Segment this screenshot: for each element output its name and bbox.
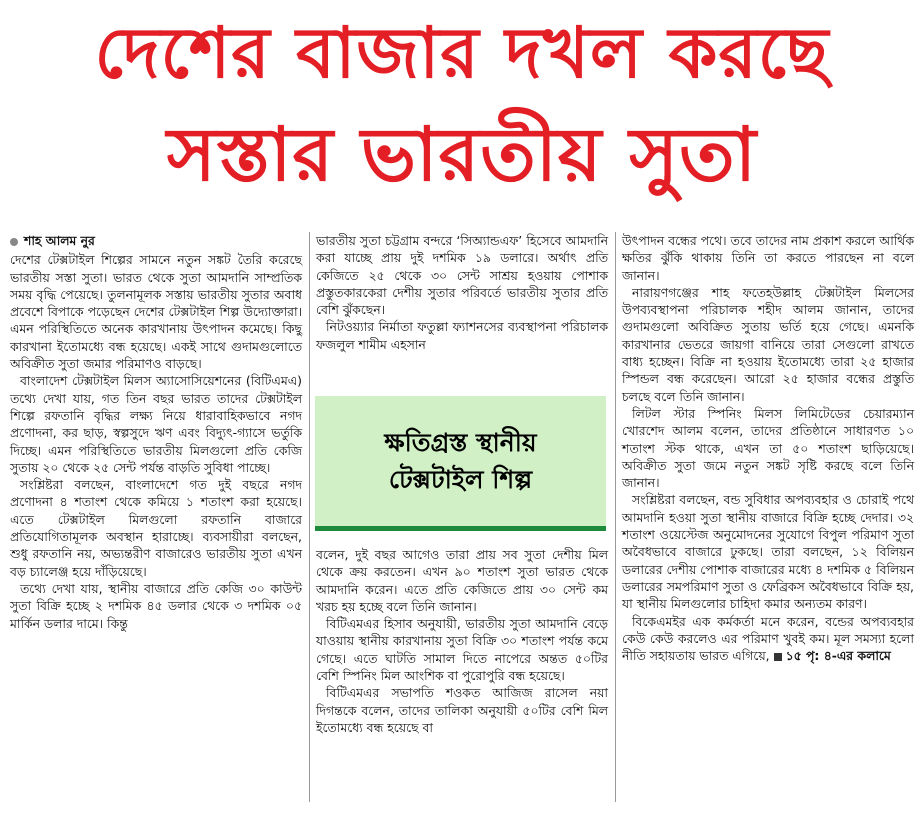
paragraph: দেশের টেক্সটাইল শিল্পের সামনে নতুন সঙ্কট তৈরি করেছে ভারতীয় সস্তা সুতা। ভারত থেকে সুতা আমদানি সাম্প্রতিক সময় বৃদ্ধি পেয়েছে। তুলনামূলক সস্তায় ভারতীয় সুতার অবাধ প্রবেশে বিপাকে পড়েছেন দেশের টেক্সটাইল শিল্প উদ্যোক্তারা। এমন পরিস্থিতিতে অনেক কারখানায় উৎপাদন কমেছে। কিছু কারখানা ইতোমধ্যে বন্ধ হয়েছে। একই সাথে গুদামগুলোতে অবিক্রীত সুতা জমার পরিমাণও বাড়ছে। xyxy=(10,252,302,372)
article-column-1 xyxy=(10,232,302,632)
paragraph: বিটিএমএর সভাপতি শওকত আজিজ রাসেল নয়া দিগন্তকে বলেন, তাদের তালিকা অনুযায়ী ৫০টির বেশি মিল ইতোমধ্যে বন্ধ হয়েছে বা xyxy=(316,685,608,735)
byline xyxy=(10,232,302,249)
continuation-link[interactable]: ১৫ পৃ: ৪-এর কলামে xyxy=(785,648,891,664)
paragraph: বিটিএমএর হিসাব অনুযায়ী, ভারতীয় সুতা আমদানি বেড়ে যাওয়ায় স্থানীয় কারখানায় সুতা বিক্রি ৩০ শতাংশ পর্যন্ত কমে গেছে। এতে ঘাটতি সামাল দিতে নাপেরে অন্তত ৫০টির বেশি স্পিনিং মিল আংশিক বা পুরোপুরি বন্ধ হয়েছে। xyxy=(316,616,608,684)
inset-subheadline-box xyxy=(315,396,606,531)
paragraph: ভারতীয় সুতা চট্টগ্রাম বন্দরে ‘সিঅ্যান্ডএফ’ হিসেবে আমদানি করা যাচ্ছে প্রায় দুই দশমিক ১৯ ডলারে। অর্থাৎ প্রতি কেজিতে ২৫ থেকে ৩০ সেন্ট সাশ্রয় হওয়ায় পোশাক প্রস্তুতকারকেরা দেশীয় সুতার পরিবর্তে ভারতীয় সুতার প্রতি বেশি ঝুঁকছেন। xyxy=(316,233,608,318)
article-column-2-bottom xyxy=(316,546,608,736)
paragraph: নিটওয়্যার নির্মাতা ফতুল্লা ফ্যাশনসের ব্যবস্থাপনা পরিচালক ফজলুল শামীম এহসান xyxy=(316,319,608,352)
article-column-2-top xyxy=(316,232,608,353)
article-column-3 xyxy=(622,232,914,664)
column-divider xyxy=(615,232,616,802)
paragraph: তথ্যে দেখা যায়, স্থানীয় বাজারে প্রতি কেজি ৩০ কাউন্ট সুতা বিক্রি হচ্ছে ২ দশমিক ৪৫ ডলার থেকে ৩ দশমিক ০৫ মার্কিন ডলার দামে। কিন্তু xyxy=(10,580,302,631)
bullet-icon xyxy=(10,238,18,246)
inset-title-line-1: ক্ষতিগ্রস্ত স্থানীয় xyxy=(384,427,537,457)
paragraph: সংশ্লিষ্টরা বলছেন, বাংলাদেশে গত দুই বছরে নগদ প্রণোদনা ৪ শতাংশ থেকে কমিয়ে ১ শতাংশ করা হয়েছে। এতে টেক্সটাইল মিলগুলো রফতানি বাজারে প্রতিযোগিতামূলক অবস্থান হারাচ্ছে। ব্যবসায়ীরা বলছেন, শুধু রফতানি নয়, অভ্যন্তরীণ বাজারেও ভারতীয় সুতা এখন বড় চ্যালেঞ্জ হয়ে দাঁড়িয়েছে। xyxy=(10,477,302,579)
continuation-square-icon xyxy=(774,653,782,661)
column-divider xyxy=(309,232,310,802)
paragraph: বাংলাদেশ টেক্সটাইল মিলস অ্যাসোসিয়েশনের (বিটিএমএ) তথ্যে দেখা যায়, গত তিন বছর ভারত তাদের টেক্সটাইল শিল্পে রফতানি বৃদ্ধির লক্ষ্য নিয়ে ধারাবাহিকভাবে নগদ প্রণোদনা, কর ছাড়, স্বল্পসুদে ঋণ এবং বিদ্যুৎ-গ্যাসে ভর্তুকি দিচ্ছে। এমন পরিস্থিতিতে ভারতীয় মিলগুলো প্রতি কেজি সুতায় ২০ থেকে ২৫ সেন্ট পর্যন্ত বাড়তি সুবিধা পাচ্ছে। xyxy=(10,373,302,475)
paragraph xyxy=(622,613,914,665)
byline-name: শাহ আলম নুর xyxy=(24,233,95,248)
headline-line-1: দেশের বাজার দখল করছে xyxy=(94,12,830,94)
last-paragraph-text: বিকেএমইর এক কর্মকর্তা মনে করেন, বন্ডের অপব্যবহার কেউ কেউ করলেও এর পরিমাণ খুবই কম। মূল সমস্যা হলো নীতি সহায়তায় ভারত এগিয়ে, xyxy=(622,613,914,664)
paragraph: লিটল স্টার স্পিনিং মিলস লিমিটেডের চেয়ারম্যান খোরশেদ আলম বলেন, তাদের প্রতিষ্ঠানে সাধারণত ১০ শতাংশ স্টক থাকে, এখন তা ৫০ শতাংশ ছাড়িয়েছে। অবিক্রীত সুতা জমে নতুন সঙ্কট সৃষ্টি করছে বলে তিনি জানান। xyxy=(622,405,914,491)
headline-line-2: সস্তার ভারতীয় সুতা xyxy=(166,112,758,198)
inset-title-line-2: টেক্সটাইল শিল্প xyxy=(388,465,533,494)
paragraph: নারায়ণগঞ্জের শাহ ফতেহউল্লাহ টেক্সটাইল মিলসের উপব্যবস্থাপনা পরিচালক শহীদ আলম জানান, তাদের গুদামগুলো অবিক্রিত সুতায় ভর্তি হয়ে গেছে। এমনকি কারখানার ভেতরে জায়গা বানিয়ে তারা সেগুলো রাখতে বাধ্য হচ্ছেন। বিক্রি না হওয়ায় ইতোমধ্যে তারা ২৫ হাজার স্পিন্ডল বন্ধ করেছেন। আরো ২৫ হাজার বন্ধের প্রস্তুতি চলছে বলে তিনি জানান। xyxy=(622,284,914,404)
paragraph: বলেন, দুই বছর আগেও তারা প্রায় সব সুতা দেশীয় মিল থেকে ক্রয় করতেন। এখন ৯০ শতাংশ সুতা ভারত থেকে আমদানি করেন। এতে প্রতি কেজিতে প্রায় ৩০ সেন্ট কম খরচ হয় হচ্ছে বলে তিনি জানান। xyxy=(316,547,608,614)
paragraph: উৎপাদন বন্ধের পথে। তবে তাদের নাম প্রকাশ করলে আর্থিক ক্ষতির ঝুঁকি থাকায় তিনি তা করতে পারছেন না বলে জানান। xyxy=(622,233,914,283)
paragraph: সংশ্লিষ্টরা বলছেন, বন্ড সুবিধার অপব্যবহার ও চোরাই পথে আমদানি হওয়া সুতা স্থানীয় বাজারে বিক্রি হচ্ছে দেদার। ৩২ শতাংশ ওয়েস্টেজ অনুমোদনের সুযোগে বিপুল পরিমাণ সুতা অবৈধভাবে বাজারে ঢুকছে। তারা বলছেন, ১২ বিলিয়ন ডলারের দেশীয় পোশাক বাজারের মধ্যে ৪ দশমিক ৫ বিলিয়ন ডলারের সমপরিমাণ সুতা ও ফেব্রিকস অবৈধভাবে বিক্রি হয়, যা স্থানীয় মিলগুলোর চাহিদা কমার অন্যতম কারণ। xyxy=(622,492,914,612)
